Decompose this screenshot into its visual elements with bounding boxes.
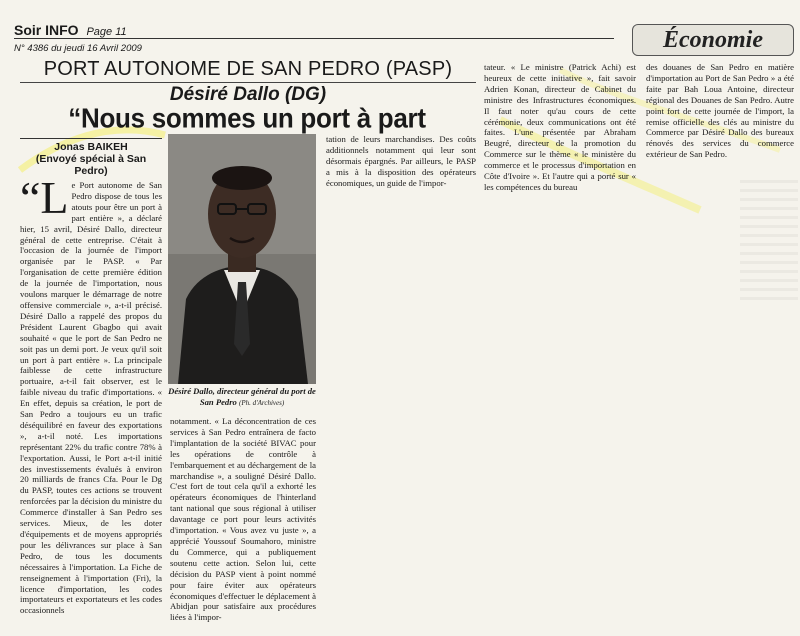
- masthead: [14, 22, 127, 38]
- author-name: Jonas BAIKEH: [54, 141, 128, 153]
- author-role: (Envoyé spécial à San Pedro): [35, 153, 147, 177]
- column-5-text: des douanes de San Pedro en matière d'importation au Port de San Pedro » a été faite par Bah Loua Antoine, directeur régional des Douanes de San Pedro. Autre point fort de cette journée de l'import, la remise officielle des clés au ministre du Commerce par Désiré Dallo des bureaux rénovés des services du commerce extérieur de San Pedro.: [646, 62, 794, 160]
- drop-cap: “L: [20, 180, 69, 223]
- column-4-text: tateur. « Le ministre (Patrick Achi) est heureux de cette initiative », fait savoir Adrien Konan, directeur de Cabinet du ministre des Infrastructures économiques. Il faut noter qu'au cours de cette cérémonie, deux communications ont été faites. L'une présentée par Abraham Beugré, directeur de la promotion du Commerce sur le thème « le ministère du commerce et le processus d'importation en Côte d'Ivoire ». Et l'autre qui a porté sur « les compétences du bureau: [484, 62, 636, 192]
- header-rule: [14, 38, 614, 39]
- brand: Soir INFO: [14, 22, 79, 38]
- column-1-text: e Port autonome de San Pedro dispose de tous les atouts pour être un port à part entière », a déclaré hier, 15 avril, Désiré Dallo, directeur général de cette entreprise. C'était à l'occasion de la journée de l'import organisée par le PASP. « Par l'organisation de cette première édition de la journée de l'importation, nous voulons marquer le démarrage de notre offensive commerciale », a-t-il précisé. Désiré Dallo a rappelé des propos du Président Laurent Gbagbo qui avait souhaité « que le port de San Pedro ne soit pas un demi port. Je veux qu'il soit un port à part entière ». La principale faiblesse de cette infrastructure portuaire, a-t-il fait observer, est le faible niveau du trafic d'importations. « En effet, depuis sa création, le port de San Pedro a toujours eu un trafic déséquilibré en faveur des exportations », a-t-il noté. Les importations représentant 22% du trafic contre 78% à l'exportation. Aussi, le Port a-t-il initié des investissements évalués à environ 20 milliards de francs Cfa. Pour le Dg du PASP, toutes ces actions se trouvent renforcées par la décision du ministre du Commerce d'installer à San Pedro ses services. Mieux, de les doter d'équipements et de moyens appropriés pour les délivrances sur place à San Pedro, de tous les documents nécessaires à l'importation. La Fiche de renseignement à l'importation (Fri), la licence d'importation, les codes importateurs et exportateurs et les codes occasionnels: [20, 180, 162, 616]
- subtitle: Désiré Dallo (DG): [169, 84, 327, 105]
- section-rubric: Économie: [632, 24, 794, 56]
- article-column-2: [170, 416, 316, 630]
- portrait-photo: [168, 134, 316, 384]
- article-column-3: [326, 134, 476, 210]
- page-number: Page 11: [86, 26, 127, 38]
- portrait-illustration: [168, 134, 316, 384]
- column-2-text: notamment. « La déconcentration de ces services à San Pedro entraînera de facto l'implantation de la société BIVAC pour les opérations de contrôle à l'embarquement et au déchargement de la marchandise », a souligné Désiré Dallo. C'est fort de tout cela qu'il a exhorté les opérateurs économiques de l'hinterland tant national que sous régional à utiliser davantage ce port pour leurs activités d'importation. « Vous avez vu juste », a apprécié Youssouf Soumahoro, ministre du Commerce, qui a publiquement soutenu cette action. Selon lui, cette décision du PASP vient à point nommé pour faire éviter aux opérateurs économiques d'effectuer le déplacement à Abidjan pour satisfaire aux procédures liées à l'impor-: [170, 416, 316, 623]
- column-3-text: tation de leurs marchandises. Des coûts additionnels notamment qui leur sont désormais épargnés. Par ailleurs, le PASP a mis à la disposition des opérateurs économiques, un guide de l'impor-: [326, 134, 476, 188]
- faded-bleed-through: [740, 180, 798, 300]
- headline: “Nous sommes un port à part: [68, 101, 426, 134]
- photo-credit: (Ph. d'Archives): [239, 398, 285, 407]
- article-column-5: [646, 62, 794, 180]
- issue-line: N° 4386 du jeudi 16 Avril 2009: [14, 43, 142, 54]
- caption-text: Désiré Dallo, directeur général du port de San Pedro: [168, 386, 316, 407]
- kicker-rule: [20, 82, 476, 83]
- photo-caption: [168, 386, 316, 408]
- byline: [20, 138, 162, 177]
- article-column-4: [484, 62, 636, 212]
- kicker: PORT AUTONOME DE SAN PEDRO (PASP): [43, 58, 453, 80]
- article-column-1: [20, 180, 162, 630]
